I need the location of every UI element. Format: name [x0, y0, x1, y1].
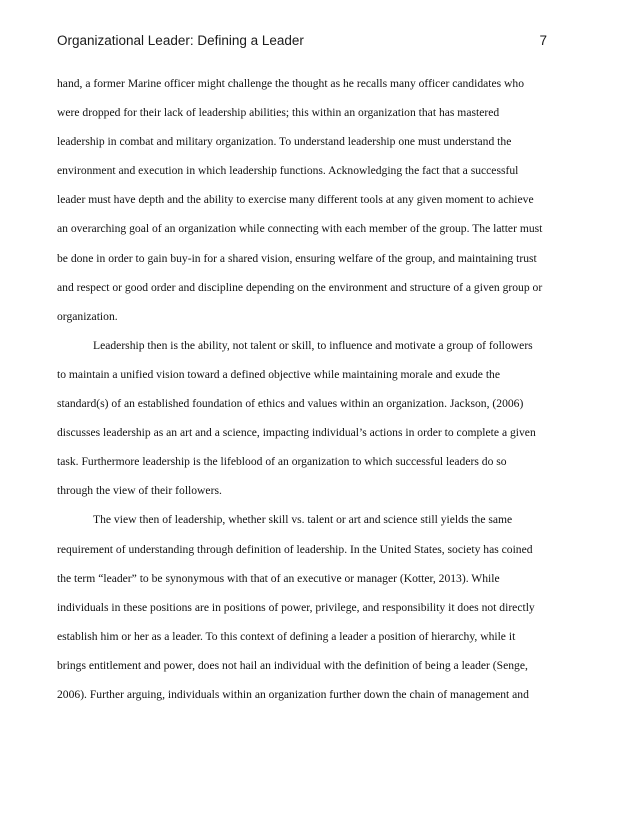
- text-line: be done in order to gain buy-in for a shared vision, ensuring welfare of the group, and maintaining trust: [57, 251, 537, 265]
- text-line: individuals in these positions are in positions of power, privilege, and responsibility it does not directly: [57, 600, 535, 614]
- running-title: Organizational Leader: Defining a Leader: [57, 33, 304, 48]
- page-number: 7: [539, 33, 547, 48]
- text-line: leadership in combat and military organization. To understand leadership one must understand the: [57, 135, 512, 149]
- text-line: an overarching goal of an organization while connecting with each member of the group. The latter must: [57, 222, 543, 236]
- text-line: leader must have depth and the ability to exercise many different tools at any given moment to achieve: [57, 193, 534, 207]
- text-line: 2006). Further arguing, individuals within an organization further down the chain of management and: [57, 687, 529, 701]
- text-line: task. Furthermore leadership is the lifeblood of an organization to which successful leaders do so: [57, 455, 507, 469]
- paragraph-start-line: Leadership then is the ability, not talent or skill, to influence and motivate a group of followers: [93, 338, 533, 352]
- body-text: [57, 69, 577, 709]
- text-line: discusses leadership as an art and a science, impacting individual’s actions in order to complete a given: [57, 426, 536, 440]
- text-line: to maintain a unified vision toward a defined objective while maintaining morale and exude the: [57, 367, 501, 381]
- text-line: the term “leader” to be synonymous with that of an executive or manager (Kotter, 2013). While: [57, 571, 500, 585]
- text-line: and respect or good order and discipline depending on the environment and structure of a given group or: [57, 280, 543, 294]
- text-line: standard(s) of an established foundation of ethics and values within an organization. Jackson, (2006): [57, 397, 524, 411]
- text-line: requirement of understanding through definition of leadership. In the United States, society has coined: [57, 542, 533, 556]
- text-line: were dropped for their lack of leadership abilities; this within an organization that has mastered: [57, 106, 500, 120]
- text-line: through the view of their followers.: [57, 484, 222, 498]
- paragraph-start-line: The view then of leadership, whether skill vs. talent or art and science still yields the same: [93, 513, 513, 527]
- text-line: environment and execution in which leadership functions. Acknowledging the fact that a successful: [57, 164, 519, 178]
- text-line: brings entitlement and power, does not hail an individual with the definition of being a leader (Senge,: [57, 658, 528, 672]
- text-line: hand, a former Marine officer might challenge the thought as he recalls many officer candidates who: [57, 77, 525, 90]
- text-line: organization.: [57, 309, 118, 323]
- text-line: establish him or her as a leader. To this context of defining a leader a position of hierarchy, while it: [57, 629, 516, 643]
